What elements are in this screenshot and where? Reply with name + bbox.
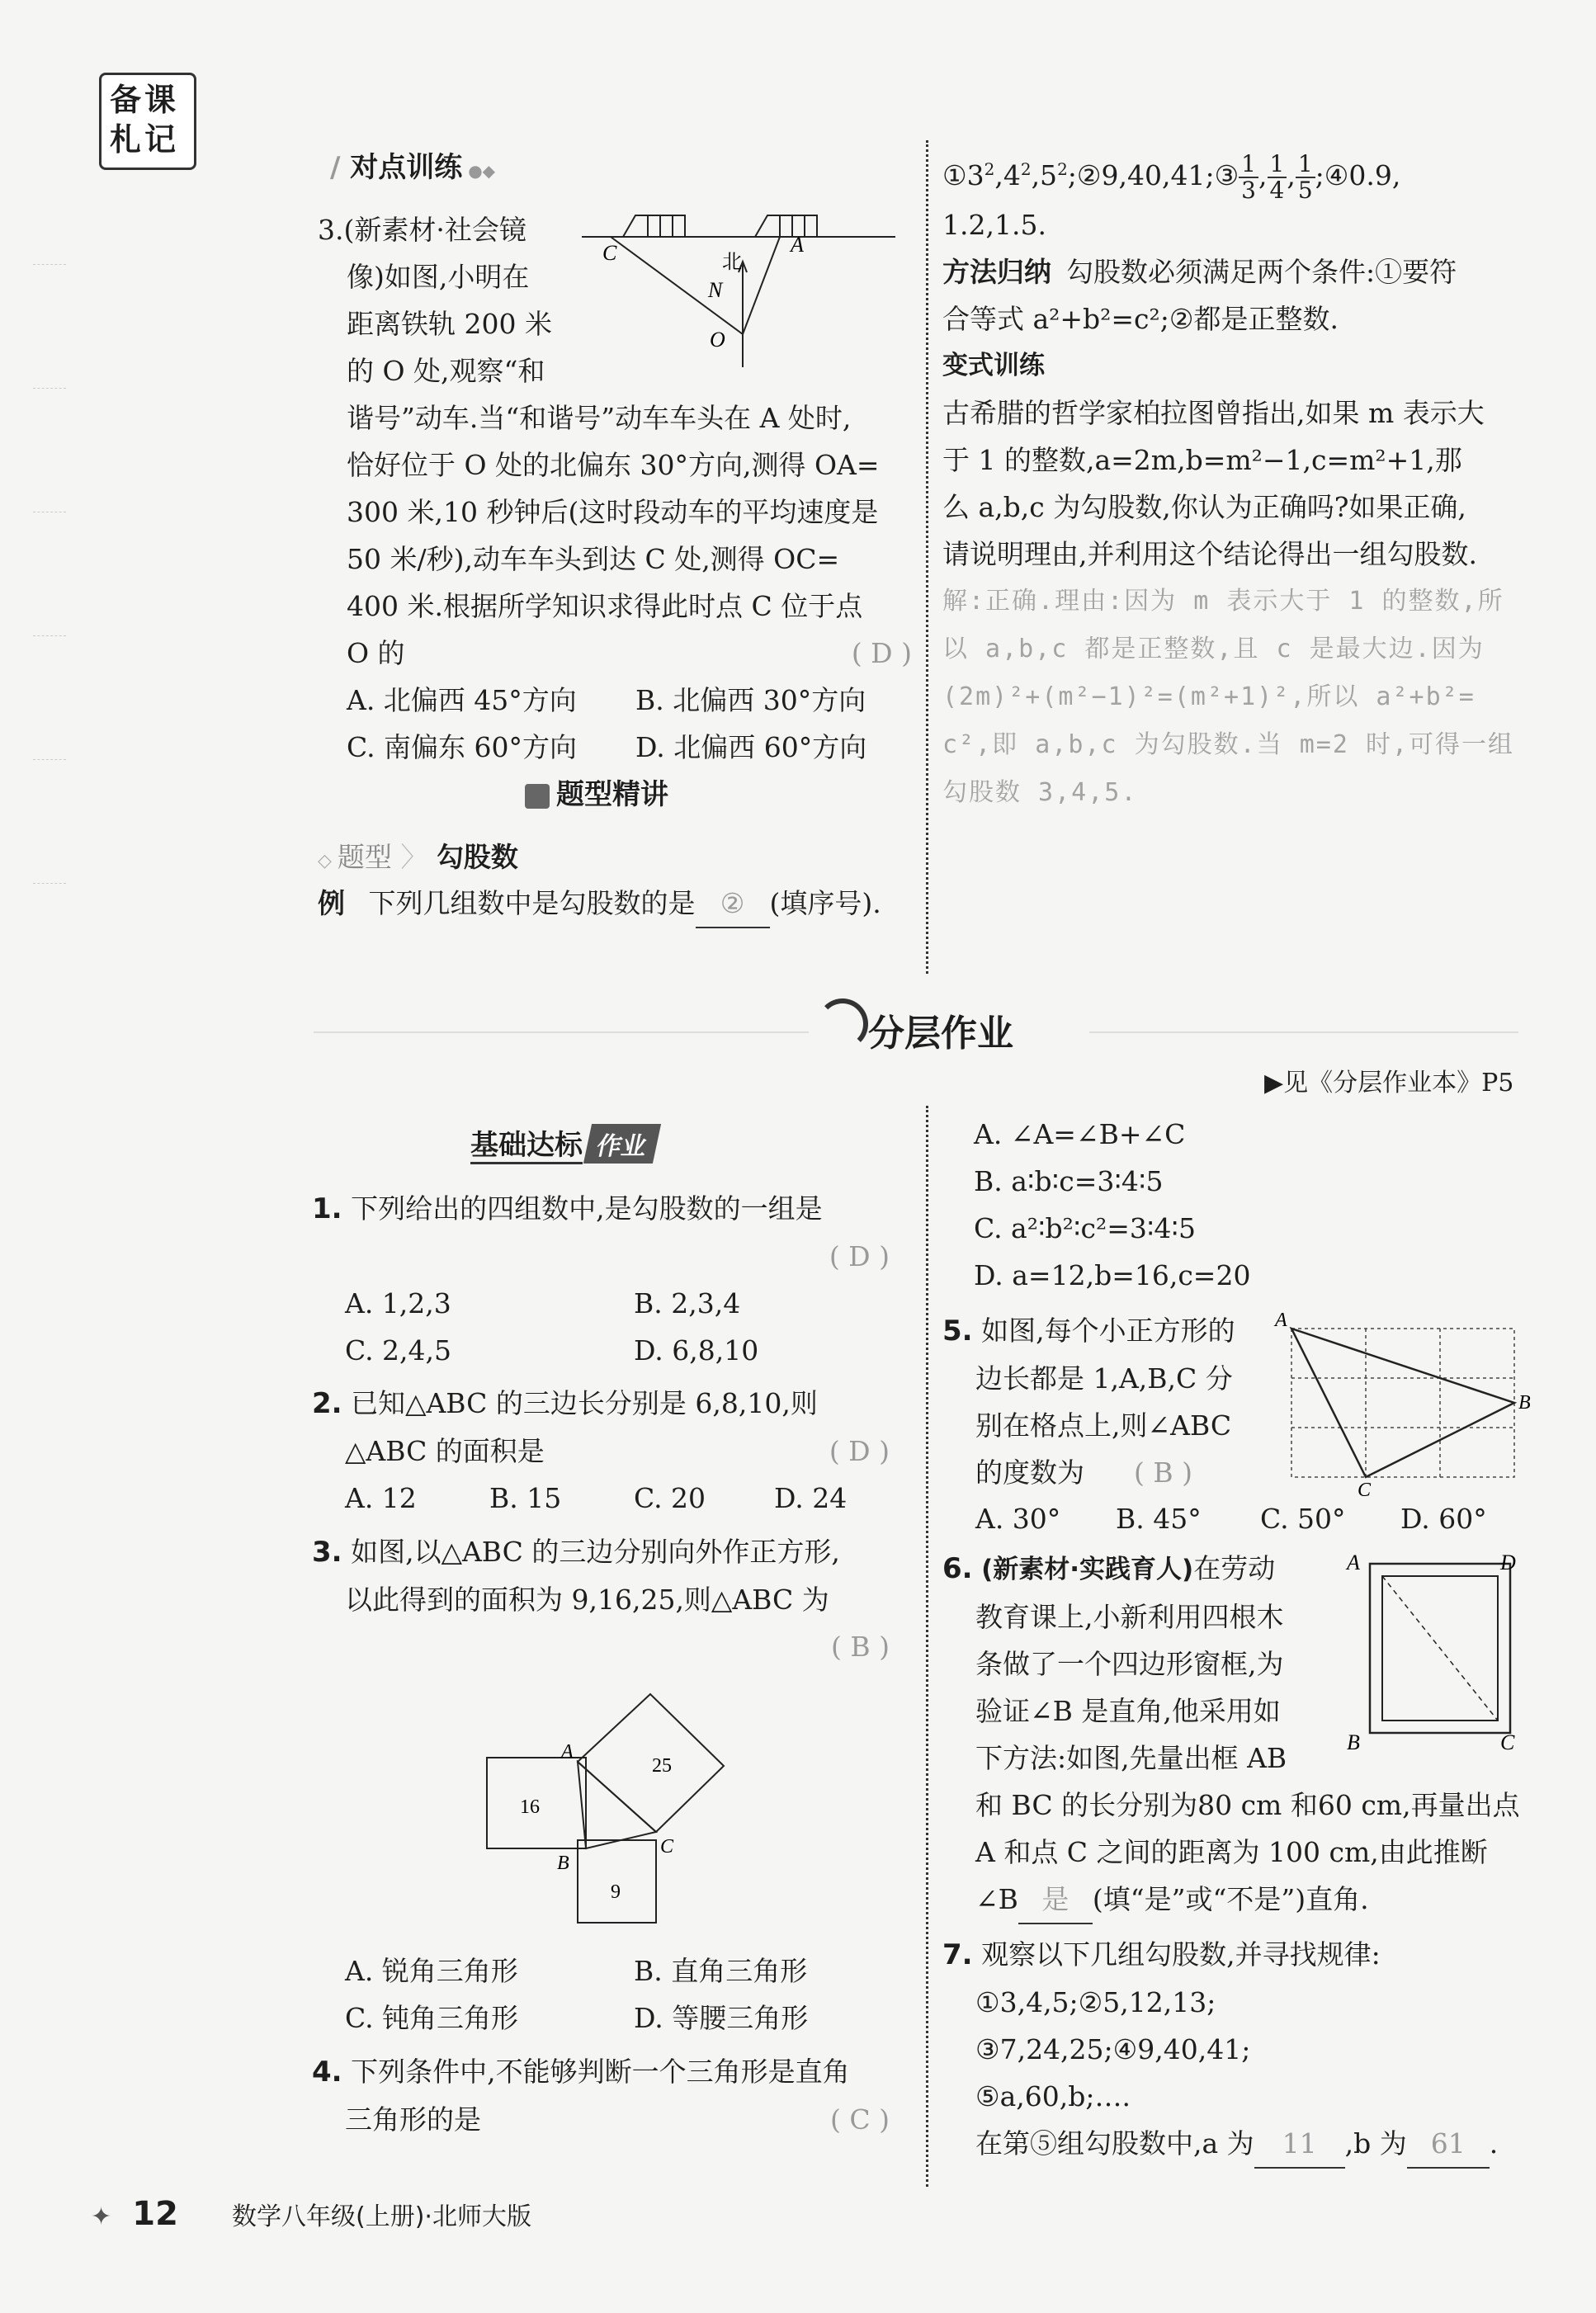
q4-text1: 下列条件中,不能够判断一个三角形是直角	[351, 2056, 850, 2088]
option-d: D. 等腰三角形	[634, 2002, 809, 2034]
stamp-text: 备课札记	[110, 82, 180, 158]
q4-num: 4.	[312, 2056, 342, 2089]
q7-end: .	[1489, 2127, 1499, 2160]
variant-line: 于 1 的整数,a=2m,b=m²−1,c=m²+1,那	[942, 444, 1462, 476]
option-c: C. 50°	[1260, 1503, 1346, 1535]
q6-window-figure	[1337, 1543, 1527, 1766]
label-c: C	[602, 241, 617, 265]
text: ;②9,40,41;③	[1067, 159, 1239, 191]
option-c: C. 南偏东 60°方向	[347, 731, 578, 763]
line: 400 米.根据所学知识求得此时点 C 位于点	[347, 590, 863, 622]
footer	[91, 2195, 531, 2233]
fenceng-ref: ▶见《分层作业本》P5	[1264, 1069, 1514, 1097]
label-north: 北	[722, 250, 742, 273]
q6-answer: 是	[1018, 1876, 1093, 1924]
method-text: 勾股数必须满足两个条件:①要符	[1066, 256, 1457, 288]
jichu-tag: 作业	[583, 1124, 661, 1164]
label-b: B	[557, 1853, 569, 1874]
stamp	[99, 73, 196, 170]
q1-num: 1.	[312, 1192, 342, 1225]
q2-text2: △ABC 的面积是	[345, 1435, 545, 1467]
line: 距离铁轨 200 米	[347, 308, 552, 340]
fraction	[1268, 152, 1287, 203]
option-d: D. 60°	[1400, 1503, 1487, 1535]
q5-grid-figure	[1271, 1308, 1551, 1498]
solution-line: c²,即 a,b,c 为勾股数.当 m=2 时,可得一组	[942, 730, 1515, 759]
q6-line: 和 BC 的长分别为80 cm 和60 cm,再量出点	[975, 1789, 1520, 1821]
label-b: B	[1347, 1730, 1360, 1754]
page-number: 12	[132, 2195, 178, 2233]
q1-answer: ( D )	[829, 1240, 890, 1272]
label-25: 25	[652, 1755, 672, 1777]
fraction	[1239, 152, 1258, 203]
jichu-text: 基础达标	[470, 1129, 583, 1164]
example-text: 下列几组数中是勾股数的是	[368, 887, 696, 919]
q4-answer: ( C )	[830, 2103, 890, 2136]
q7-mid: ,b 为	[1344, 2127, 1407, 2160]
type-name: 勾股数	[436, 841, 518, 873]
sup: 2	[984, 159, 995, 179]
example	[318, 880, 881, 928]
q4-text2: 三角形的是	[345, 2103, 481, 2136]
sup: 2	[1057, 159, 1068, 179]
label-c: C	[660, 1836, 674, 1857]
denominator: 4	[1269, 177, 1285, 204]
right-top: $①3^2,4^2,5^2;②9,40,41;③$ $\frac{1}{3}$ , $\frac{1}{4}$ , $\frac{1}{5}$ ;④0.9, 1.2,1.5. 方法归纳 勾股数必须满足两个条件:①要符 合等式 a²+b²=c²;②都是正整数. 变式训练 古希腊的哲学家柏拉图曾指出,如果 m 表示大 于 1 的整数,a=2m,b=m²−1,c=m²+1,那 么 a,b,c 为勾股数,你认为正确吗?如果正确, 请说明理由,并利用这个结论得出一组勾股数. 解:正确.理由:因为 m 表示大于 1 的整数,所 以 a,b,c 都是正整数,且 c 是最大边.因为 (2m)²+(m²−1)²=(m²+1)²,所以 a²+b²= c²,即 a,b,c 为勾股数.当 m=2 时,可得一组 勾股数 3,4,5.	[942, 140, 1537, 817]
q1	[312, 1185, 890, 1374]
label-c: C	[1500, 1730, 1515, 1754]
text: ,5	[1031, 159, 1058, 191]
solution-line: 勾股数 3,4,5.	[942, 778, 1138, 807]
sup: 2	[1020, 159, 1032, 179]
banner-line-left	[314, 1031, 809, 1033]
q7-text: 观察以下几组勾股数,并寻找规律:	[981, 1938, 1381, 1971]
tixing-heading	[525, 772, 668, 812]
option-c: C. 钝角三角形	[345, 2002, 519, 2034]
q6-last-suffix: (填“是”或“不是”)直角.	[1092, 1883, 1369, 1915]
option-c: C. 2,4,5	[345, 1334, 452, 1367]
column-divider-bottom	[926, 1106, 928, 2187]
variant-line: 古希腊的哲学家柏拉图曾指出,如果 m 表示大	[942, 397, 1485, 429]
q5-num: 5.	[942, 1315, 973, 1348]
book-title: 数学八年级(上册)·北师大版	[232, 2202, 531, 2231]
option-a: A. 1,2,3	[345, 1287, 451, 1319]
label-a: A	[1347, 1551, 1360, 1574]
option-d: D. a=12,b=16,c=20	[974, 1259, 1251, 1291]
fraction	[1296, 152, 1315, 203]
q5-line: 如图,每个小正方形的	[981, 1315, 1235, 1347]
q7-line: ①3,4,5;②5,12,13;	[975, 1986, 1216, 2018]
text: ;④0.9,	[1315, 159, 1401, 191]
q6-line: A 和点 C 之间的距离为 100 cm,由此推断	[975, 1836, 1488, 1868]
book-icon	[525, 784, 550, 809]
denominator: 5	[1297, 177, 1313, 204]
example-label: 例	[318, 887, 345, 919]
option-b: B. 2,3,4	[634, 1287, 741, 1319]
q6-line: 验证∠B 是直角,他采用如	[975, 1695, 1281, 1727]
jichu-heading	[470, 1122, 657, 1164]
option-a: A. 锐角三角形	[345, 1955, 518, 1987]
example-suffix: (填序号).	[769, 887, 881, 919]
option-b: B. a∶b∶c=3∶4∶5	[974, 1165, 1164, 1197]
variant-line: 么 a,b,c 为勾股数,你认为正确吗?如果正确,	[942, 491, 1466, 523]
variant-label: 变式训练	[942, 351, 1045, 380]
solution-line: 解:正确.理由:因为 m 表示大于 1 的整数,所	[942, 587, 1504, 616]
label-b: B	[1518, 1392, 1531, 1414]
label-c: C	[1358, 1480, 1372, 1498]
label-16: 16	[520, 1796, 540, 1818]
line: (新素材·社会镜	[343, 214, 526, 246]
option-a: A. ∠A=∠B+∠C	[974, 1118, 1186, 1150]
type-line: ◇ 题型 〉 勾股数	[318, 841, 518, 873]
option-d: D. 24	[774, 1482, 848, 1514]
option-b: B. 45°	[1116, 1503, 1202, 1535]
solution-line: (2m)²+(m²−1)²=(m²+1)²,所以 a²+b²=	[942, 682, 1476, 711]
label-n: N	[708, 278, 723, 302]
label-o: O	[710, 328, 725, 352]
q7-b-answer: 61	[1407, 2120, 1490, 2169]
option-a: A. 北偏西 45°方向	[347, 684, 577, 716]
q2-num: 2.	[312, 1387, 342, 1420]
q1-text: 下列给出的四组数中,是勾股数的一组是	[351, 1192, 823, 1225]
q5-line: 别在格点上,则∠ABC	[975, 1409, 1232, 1442]
method-label: 方法归纳	[942, 256, 1051, 288]
line: 恰好位于 O 处的北偏东 30°方向,测得 OA=	[347, 449, 880, 481]
footer-mark-icon: ✦	[91, 2202, 112, 2231]
q5	[942, 1307, 1289, 1496]
q2-answer: ( D )	[829, 1435, 890, 1467]
q4-options	[974, 1111, 1469, 1299]
tixing-heading-text: 题型精讲	[556, 778, 668, 811]
q6-line: 下方法:如图,先量出框 AB	[975, 1742, 1287, 1774]
label-a: A	[791, 233, 804, 257]
option-c: C. 20	[634, 1482, 706, 1514]
q7-line: ③7,24,25;④9,40,41;	[975, 2033, 1251, 2065]
q6-line: 在劳动	[1193, 1552, 1276, 1584]
q3-options	[312, 1947, 890, 2042]
line: 300 米,10 秒钟后(这时段动车的平均速度是	[347, 496, 879, 528]
q5-answer: ( B )	[1134, 1456, 1192, 1489]
q3-answer: ( B )	[831, 1631, 890, 1663]
q5-line: 的度数为	[975, 1456, 1084, 1489]
q7-line: ⑤a,60,b;….	[975, 2080, 1131, 2112]
q3	[312, 1528, 890, 1670]
variant-line: 请说明理由,并利用这个结论得出一组勾股数.	[942, 538, 1477, 570]
label-a: A	[561, 1741, 574, 1763]
solution-line: 以 a,b,c 都是正整数,且 c 是最大边.因为	[942, 635, 1485, 663]
q7-a-answer: 11	[1254, 2120, 1345, 2169]
column-divider	[926, 140, 928, 974]
example-answer: ②	[696, 880, 770, 928]
numerator: 1	[1268, 152, 1287, 178]
q5-options	[942, 1495, 1537, 1542]
q6-line: 教育课上,小新利用四根木	[975, 1601, 1284, 1633]
q3-num: 3.	[312, 1536, 342, 1569]
q5-line: 边长都是 1,A,B,C 分	[975, 1362, 1233, 1395]
line: 50 米/秒),动车车头到达 C 处,测得 OC=	[347, 543, 840, 575]
answer: ( D )	[851, 637, 912, 669]
line: 的 O 处,观察“和	[347, 355, 545, 387]
option-a: A. 30°	[975, 1503, 1061, 1535]
q7	[942, 1931, 1537, 2169]
q7-num: 7.	[942, 1938, 973, 1971]
q2	[312, 1380, 890, 1522]
q-num: 3.	[318, 214, 344, 246]
fenceng-title: 分层作业	[868, 1013, 1013, 1055]
q2-text1: 已知△ABC 的三边长分别是 6,8,10,则	[351, 1387, 818, 1419]
q6-num: 6.	[942, 1552, 973, 1585]
option-d: D. 6,8,10	[634, 1334, 759, 1367]
line: 像)如图,小明在	[347, 261, 530, 293]
option-b: B. 北偏西 30°方向	[635, 684, 866, 716]
q6-line: 条做了一个四边形窗框,为	[975, 1648, 1284, 1680]
option-b: B. 直角三角形	[634, 1955, 808, 1987]
denominator: 3	[1241, 177, 1256, 204]
banner-arc-icon	[817, 998, 868, 1050]
q3-text1: 如图,以△ABC 的三边分别向外作正方形,	[351, 1536, 840, 1568]
label-d: D	[1500, 1551, 1516, 1574]
label-9: 9	[611, 1881, 621, 1903]
q6-last-prefix: ∠B	[975, 1883, 1018, 1915]
q3-text2: 以此得到的面积为 9,16,25,则△ABC 为	[345, 1584, 829, 1616]
text: ,4	[994, 159, 1021, 191]
numerator: 1	[1296, 152, 1315, 178]
q4	[312, 2048, 890, 2143]
line: 谐号”动车.当“和谐号”动车车头在 A 处时,	[347, 402, 852, 434]
duidian-heading: ∕ 对点训练 ●◆	[330, 151, 496, 184]
option-d: D. 北偏西 60°方向	[635, 731, 867, 763]
method-text-2: 合等式 a²+b²=c²;②都是正整数.	[942, 303, 1339, 335]
q6-tag: (新素材·实践育人)	[981, 1555, 1194, 1584]
q3-figure	[479, 1683, 759, 1947]
line: O 的	[347, 637, 405, 669]
text: ①3	[942, 159, 985, 191]
banner-line-right	[1089, 1031, 1518, 1033]
line: 1.2,1.5.	[942, 209, 1046, 241]
option-a: A. 12	[345, 1482, 417, 1514]
label-a: A	[1275, 1310, 1287, 1331]
q7-last-prefix: 在第⑤组勾股数中,a 为	[975, 2127, 1254, 2160]
type-label: 题型	[337, 841, 392, 873]
option-c: C. a²∶b²∶c²=3∶4∶5	[974, 1212, 1197, 1244]
option-b: B. 15	[489, 1482, 562, 1514]
duidian-heading-text: 对点训练	[350, 151, 463, 184]
railway-figure	[578, 202, 900, 367]
numerator: 1	[1239, 152, 1258, 178]
